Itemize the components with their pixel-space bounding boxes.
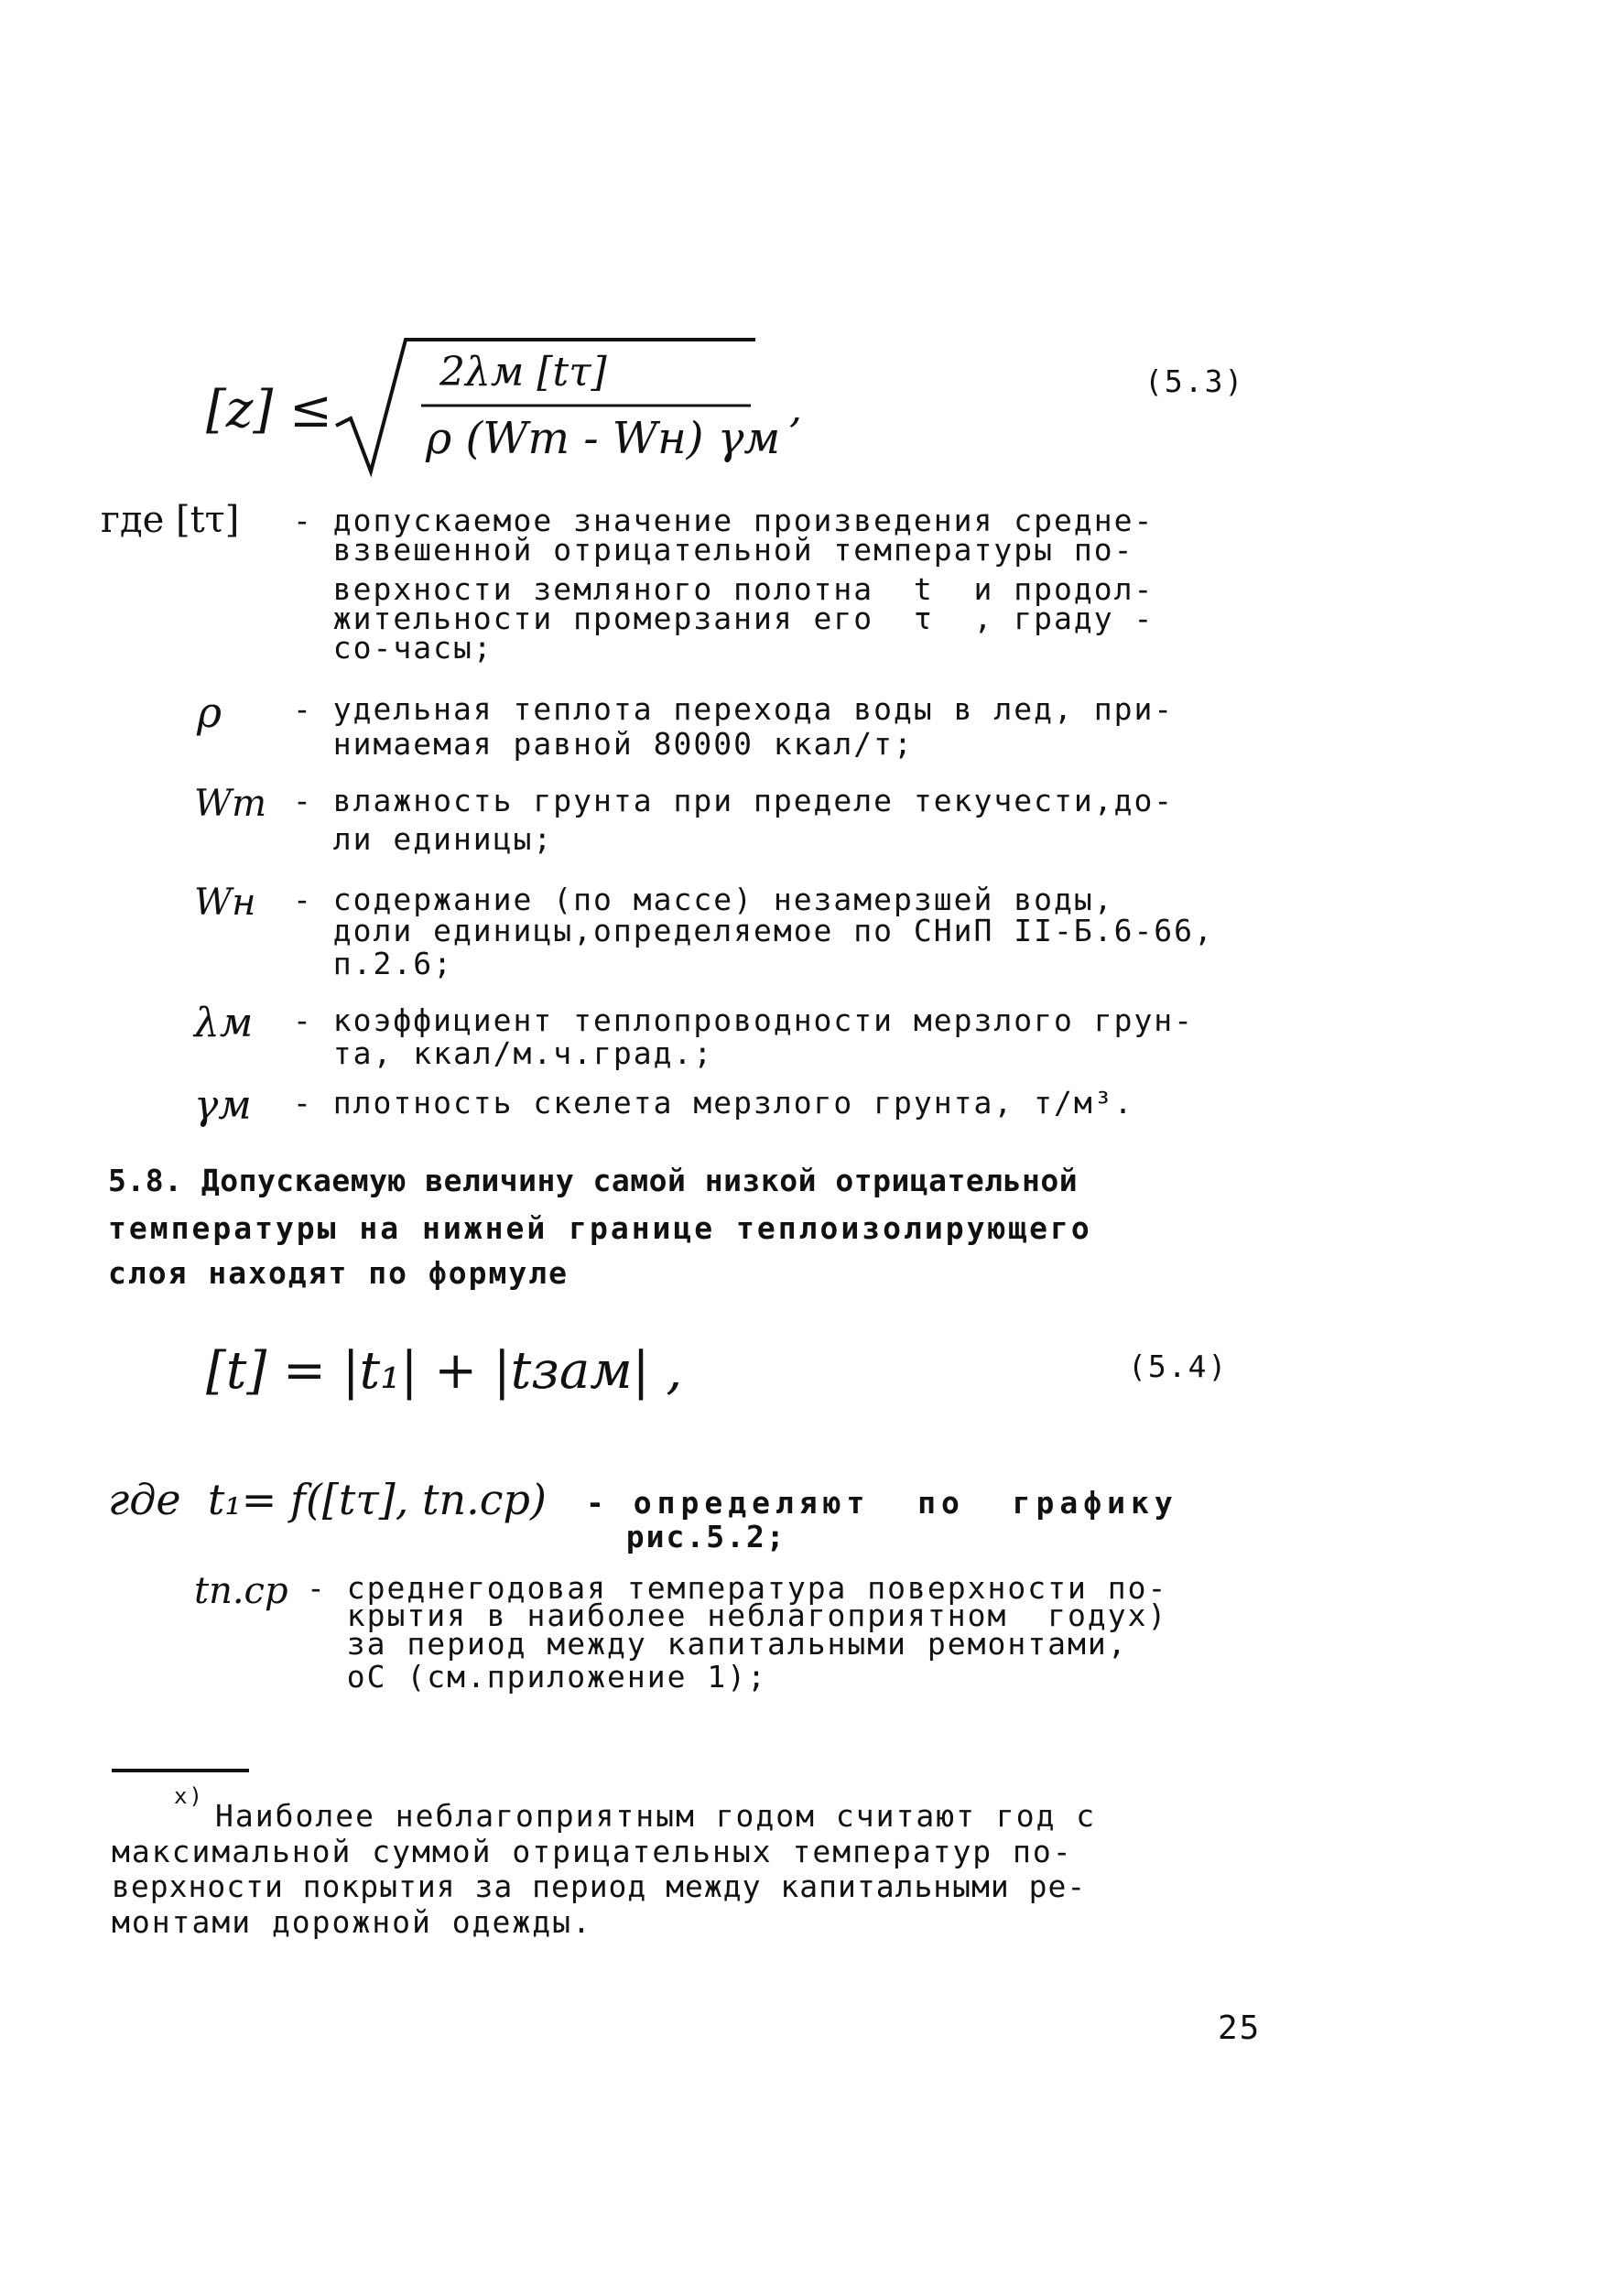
def-symbol-wt: Wт	[194, 783, 267, 825]
def-symbol-rho: ρ	[197, 688, 222, 737]
formula-53-denominator: ρ (Wт - Wн) γм	[426, 413, 781, 464]
def-symbol-tt: где [tτ]	[101, 499, 240, 541]
def-line: жительности промерзания его τ , граду -	[293, 601, 1155, 636]
footnote-line: верхности покрытия за период между капитальными ре-	[112, 1868, 1087, 1904]
def-line: доли единицы,определяемое по СНиП II-Б.6-66,	[293, 913, 1214, 948]
def-line: за период между капитальными ремонтами,	[307, 1626, 1128, 1662]
formula-53-number: (5.3)	[1144, 363, 1245, 399]
footnote-line: монтами дорожной одежды.	[112, 1904, 592, 1940]
def-line: рис.5.2;	[586, 1519, 786, 1554]
def-line: - допускаемое значение произведения средне-	[293, 503, 1155, 538]
def-line: - содержание (по массе) незамерзшей воды,	[293, 882, 1114, 917]
def-symbol-lambda: λм	[194, 1000, 254, 1046]
def-line: - удельная теплота перехода воды в лед, при-	[293, 691, 1175, 727]
footnote-line: максимальной суммой отрицательных температур по-	[112, 1834, 1073, 1869]
formula-54: [t] = |t₁| + |tзам| ,	[206, 1341, 683, 1401]
def-symbol-gamma: γм	[194, 1082, 252, 1129]
def-line: - влажность грунта при пределе текучести,до-	[293, 783, 1175, 818]
def-line: - определяют по графику	[586, 1485, 1178, 1521]
def-line: ли единицы;	[293, 821, 554, 857]
def-line: - плотность скелета мерзлого грунта, т/м³.	[293, 1085, 1134, 1121]
def-symbol-t1: где t₁= f([tτ], tп.ср)	[108, 1475, 547, 1524]
footnote-line: Наиболее неблагоприятным годом считают год с	[215, 1798, 1097, 1834]
def-line: взвешенной отрицательной температуры по-	[293, 532, 1134, 568]
def-line: - среднегодовая температура поверхности по-	[307, 1570, 1168, 1606]
def-line: нимаемая равной 80000 ккал/т;	[293, 726, 914, 762]
footnote-divider	[112, 1769, 249, 1772]
paragraph-line: температуры на нижней границе теплоизолирующего	[108, 1210, 1092, 1246]
def-symbol-wn: Wн	[194, 882, 256, 924]
def-line: - коэффициент теплопроводности мерзлого грун-	[293, 1002, 1195, 1038]
formula-53-lhs: [z] ≤	[206, 380, 332, 439]
def-line: со-часы;	[293, 630, 493, 666]
def-line: оС (см.приложение 1);	[307, 1659, 767, 1695]
paragraph-line: 5.8. Допускаемую величину самой низкой отрицательной	[108, 1163, 1079, 1198]
def-symbol-tpsr: tп.ср	[194, 1570, 288, 1612]
page-number: 25	[1218, 2009, 1262, 2047]
formula-53-comma: ,	[789, 385, 802, 432]
formula-54-number: (5.4)	[1128, 1348, 1229, 1384]
paragraph-line: слоя находят по формуле	[108, 1255, 569, 1291]
def-line: верхности земляного полотна t и продол-	[293, 571, 1155, 607]
def-line: та, ккал/м.ч.град.;	[293, 1035, 714, 1071]
formula-53-numerator: 2λм [tτ]	[439, 349, 607, 395]
def-line: п.2.6;	[293, 946, 453, 981]
footnote-marker: х)	[174, 1783, 204, 1809]
def-line: крытия в наиболее неблагоприятном годух)	[307, 1597, 1168, 1633]
